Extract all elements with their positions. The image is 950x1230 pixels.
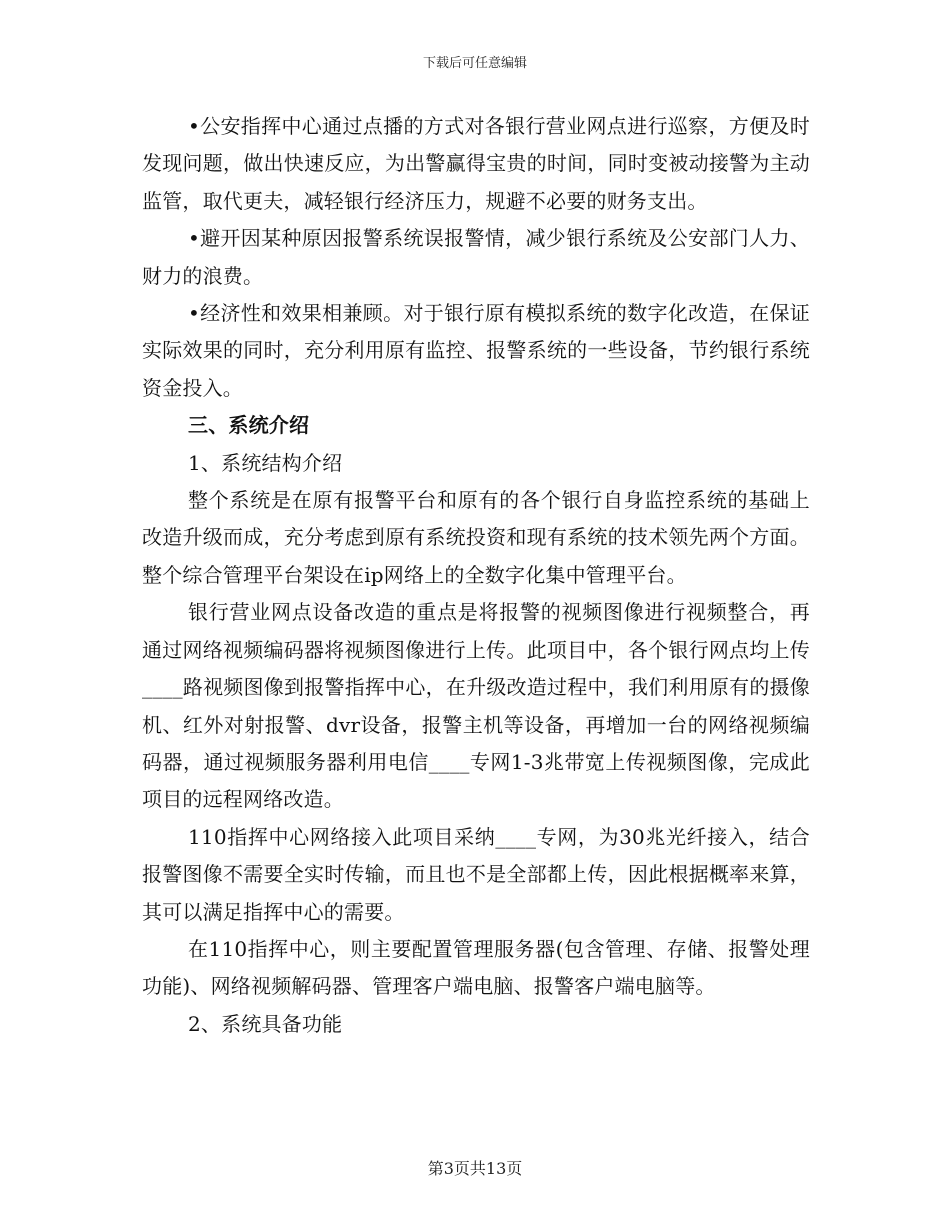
page-header: 下载后可任意编辑 bbox=[422, 56, 527, 71]
paragraph-network-access: 110指挥中心网络接入此项目采纳____专网，为30兆光纤接入，结合报警图像不需要全实时传输，而且也不是全部都上传，因此根据概率来算，其可以满足指挥中心的需要。 bbox=[142, 824, 810, 924]
bullet-paragraph-patrol: •公安指挥中心通过点播的方式对各银行营业网点进行巡察，方便及时发现问题，做出快速反应，为出警赢得宝贵的时间，同时变被动接警为主动监管，取代更夫，减轻银行经济压力，规避不必要的财务支出。 bbox=[142, 114, 810, 213]
page-footer: 第3页共13页 bbox=[427, 1159, 523, 1178]
section-heading: 三、系统介绍 bbox=[188, 413, 310, 438]
subsection-heading-structure: 1、系统结构介绍 bbox=[188, 450, 343, 475]
paragraph-command-center: 在110指挥中心，则主要配置管理服务器(包含管理、存储、报警处理功能)、网络视频解码器、管理客户端电脑、报警客户端电脑等。 bbox=[142, 936, 810, 999]
paragraph-branch-upgrade: 银行营业网点设备改造的重点是将报警的视频图像进行视频整合，再通过网络视频编码器将视频图像进行上传。此项目中，各个银行网点均上传____路视频图像到报警指挥中心，在升级改造过程中，我们利用原有的摄像机、红外对射报警、dvr设备，报警主机等设备，再增加一台的网络视频编码器，通过视频服务器利用电信____专网1-3兆带宽上传视频图像，完成此项目的远程网络改造。 bbox=[142, 600, 810, 812]
bullet-paragraph-false-alarm: •避开因某种原因报警系统误报警情，减少银行系统及公安部门人力、财力的浪费。 bbox=[142, 226, 810, 288]
document-body bbox=[142, 108, 810, 1043]
subsection-heading-functions: 2、系统具备功能 bbox=[188, 1011, 343, 1036]
paragraph-system-overview: 整个系统是在原有报警平台和原有的各个银行自身监控系统的基础上改造升级而成，充分考虑到原有系统投资和现有系统的技术领先两个方面。整个综合管理平台架设在ip网络上的全数字化集中管理平台。 bbox=[142, 488, 810, 587]
bullet-paragraph-economy: •经济性和效果相兼顾。对于银行原有模拟系统的数字化改造，在保证实际效果的同时，充分利用原有监控、报警系统的一些设备，节约银行系统资金投入。 bbox=[142, 301, 810, 400]
